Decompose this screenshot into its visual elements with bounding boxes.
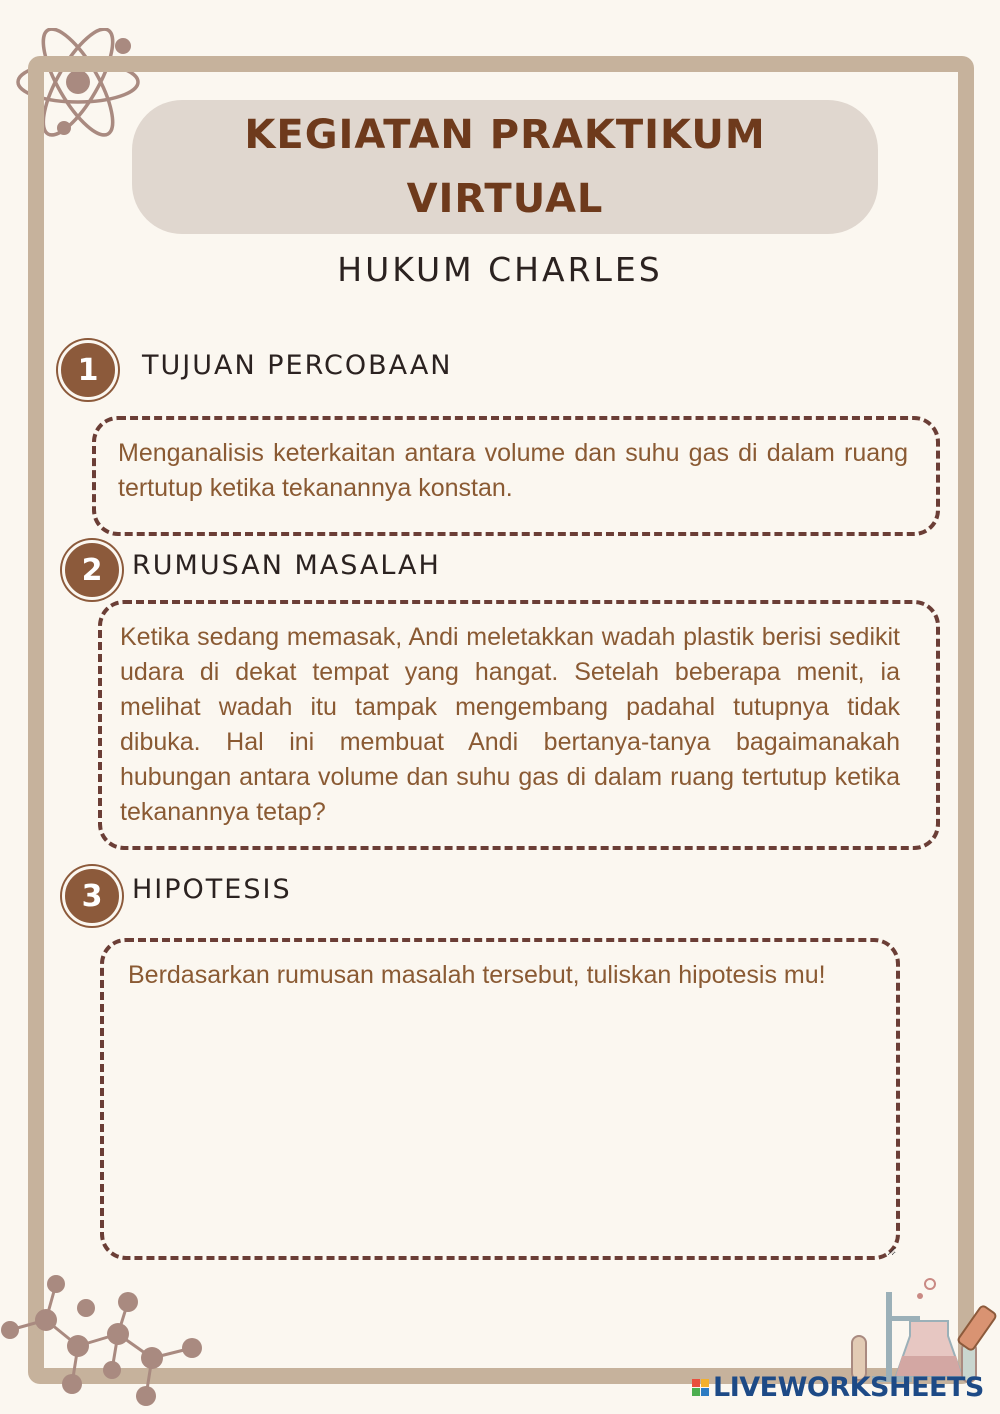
page-title-line1: KEGIATAN PRAKTIKUM <box>244 112 766 158</box>
section-heading-rumusan: RUMUSAN MASALAH <box>132 550 441 581</box>
rumusan-box <box>98 600 940 850</box>
section-number-1: 1 <box>58 340 118 400</box>
section-number-3: 3 <box>62 866 122 926</box>
molecule-icon <box>0 1268 210 1414</box>
tujuan-box <box>92 416 940 536</box>
page-subtitle: HUKUM CHARLES <box>337 250 663 289</box>
liveworksheets-logo[interactable] <box>692 1372 984 1403</box>
page-title-line2: VIRTUAL <box>406 176 604 222</box>
lab-equipment-icon <box>850 1276 1000 1386</box>
hipotesis-box <box>100 938 900 1260</box>
rumusan-text: Ketika sedang memasak, Andi meletakkan wadah plastik berisi sedikit udara di dekat tempat yang hangat. Setelah beberapa menit, ia melihat wadah itu tampak mengembang padahal tutupnya tidak dibuka. Hal ini membuat Andi bertanya-tanya bagaimanakah hubungan antara volume dan suhu gas di dalam ruang tertutup ketika tekanannya tetap? <box>120 623 900 826</box>
hipotesis-prompt: Berdasarkan rumusan masalah tersebut, tuliskan hipotesis mu! <box>128 961 826 989</box>
tujuan-text: Menganalisis keterkaitan antara volume dan suhu gas di dalam ruang tertutup ketika tekanannya konstan. <box>118 439 908 502</box>
section-heading-tujuan: TUJUAN PERCOBAAN <box>142 350 453 381</box>
section-number-2: 2 <box>62 540 122 600</box>
hipotesis-answer-field[interactable] <box>104 1032 896 1256</box>
liveworksheets-logo-icon <box>692 1379 709 1396</box>
liveworksheets-brand-text: LIVEWORKSHEETS <box>713 1372 984 1403</box>
title-banner <box>132 100 878 234</box>
section-heading-hipotesis: HIPOTESIS <box>132 874 292 905</box>
